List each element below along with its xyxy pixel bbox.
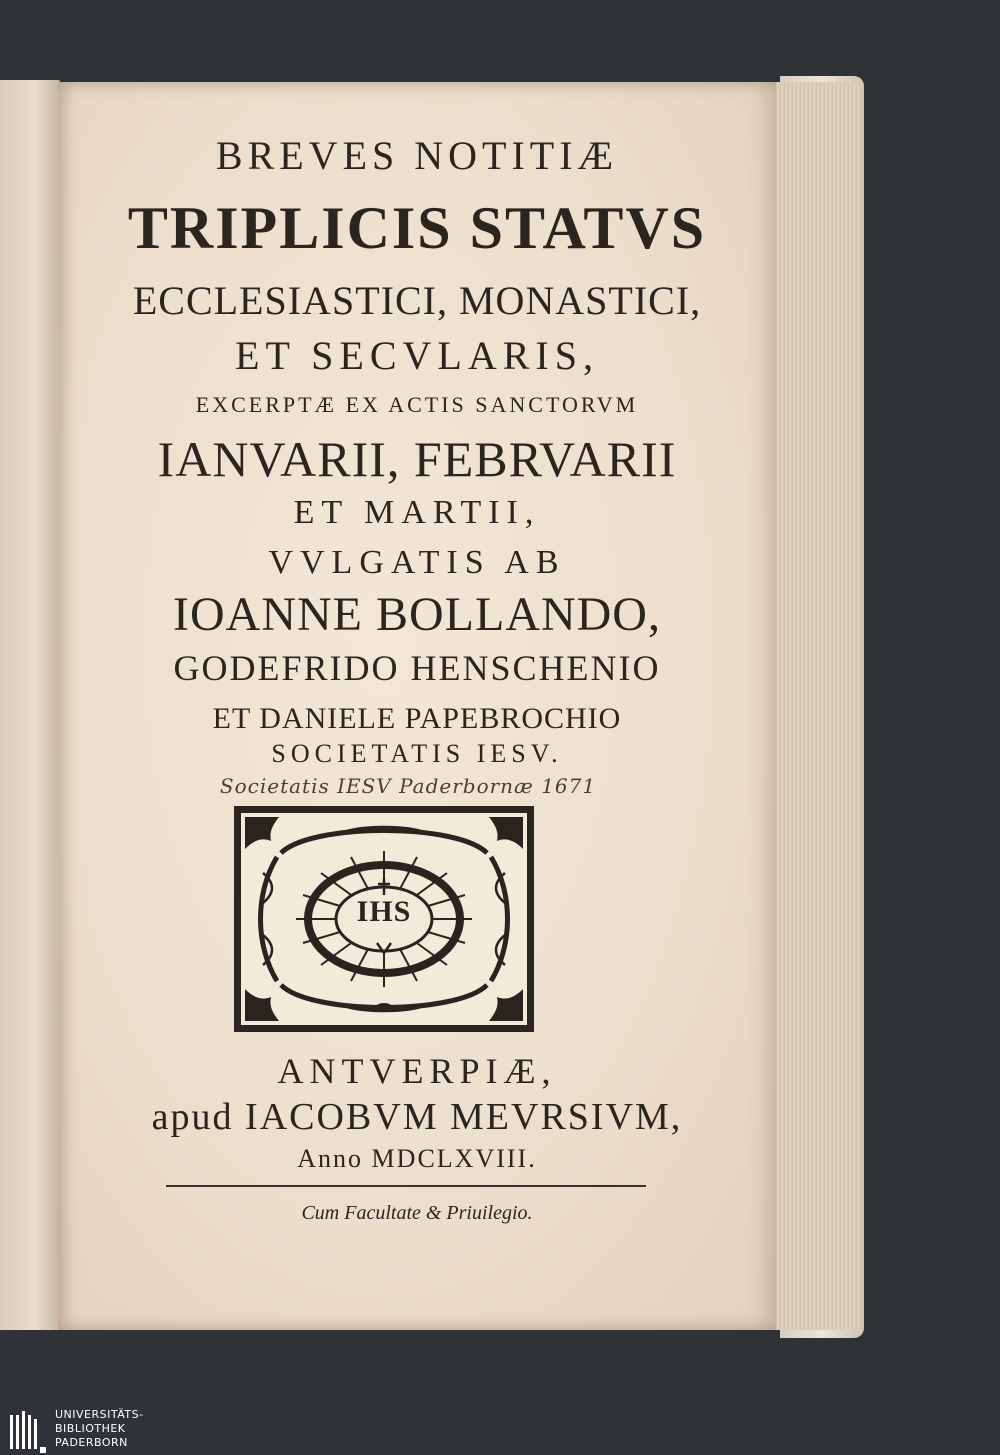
title-line-6: IANVARII, FEBRVARII bbox=[157, 431, 677, 487]
title-line-7: ET MARTII, bbox=[293, 494, 541, 531]
logo-line-3: PADERBORN bbox=[55, 1436, 128, 1449]
title-line-2: TRIPLICIS STATVS bbox=[127, 195, 707, 261]
left-page-edge bbox=[0, 80, 60, 1330]
author-line-3: ET DANIELE PAPEBROCHIO bbox=[212, 702, 622, 735]
imprint-year: Anno MDCLXVIII. bbox=[297, 1144, 537, 1173]
title-line-3: ECCLESIASTICI, MONASTICI, bbox=[132, 278, 702, 323]
author-line-2: GODEFRIDO HENSCHENIO bbox=[173, 648, 661, 688]
author-line-1: IOANNE BOLLANDO, bbox=[173, 588, 661, 641]
imprint-printer: apud IACOBVM MEVRSIVM, bbox=[151, 1096, 683, 1138]
title-line-5: EXCERPTÆ EX ACTIS SANCTORVM bbox=[195, 392, 639, 417]
title-line-8: VVLGATIS AB bbox=[268, 544, 566, 581]
handwritten-ownership-note: Societatis IESV Paderbornæ 1671 bbox=[219, 774, 597, 798]
library-logo-icon bbox=[8, 1409, 48, 1453]
society-line: SOCIETATIS IESV. bbox=[271, 739, 563, 768]
title-line-1: BREVES NOTITIÆ bbox=[215, 133, 619, 178]
library-footer-bar bbox=[0, 1405, 1000, 1455]
imprint-place: ANTVERPIÆ, bbox=[277, 1051, 557, 1091]
privilege-line: Cum Facultate & Priuilegio. bbox=[301, 1202, 533, 1224]
horizontal-rule bbox=[166, 1185, 646, 1187]
logo-line-2: BIBLIOTHEK bbox=[55, 1422, 126, 1435]
ihs-monogram: IHS bbox=[356, 895, 412, 928]
library-logo-text bbox=[55, 1408, 175, 1450]
logo-line-1: UNIVERSITÄTS- bbox=[55, 1408, 144, 1421]
title-line-4: ET SECVLARIS, bbox=[235, 333, 599, 378]
title-page bbox=[58, 82, 776, 1330]
jesuit-emblem-woodcut bbox=[234, 806, 534, 1032]
